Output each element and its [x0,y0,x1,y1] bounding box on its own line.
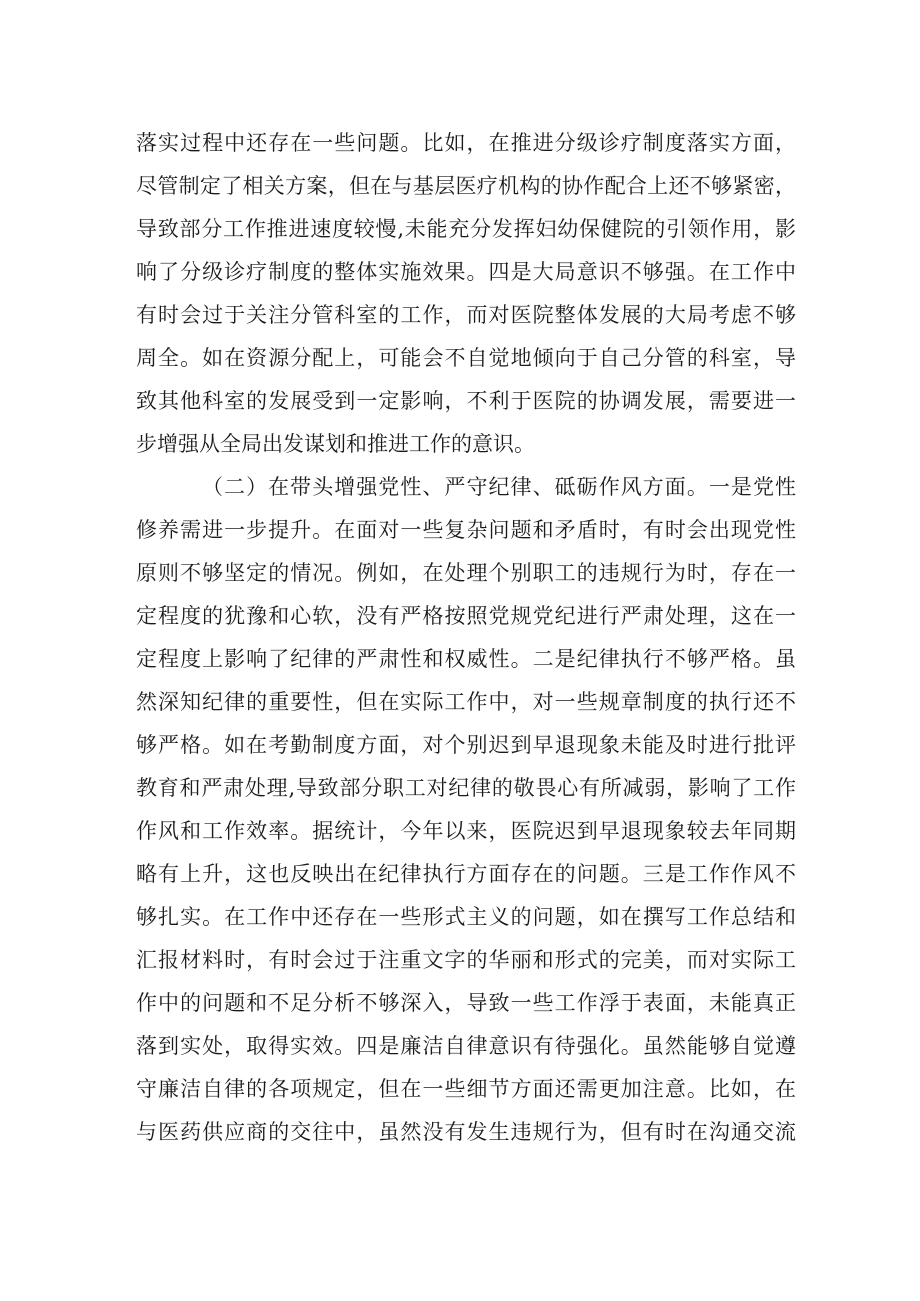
text-line: 守廉洁自律的各项规定，但在一些细节方面还需更加注意。比如，在 [136,1077,796,1101]
text-line: 修养需进一步提升。在面对一些复杂问题和矛盾时，有时会出现党性 [136,518,796,542]
text-line: 作风和工作效率。据统计，今年以来，医院迟到早退现象较去年同期 [136,819,796,843]
text-line: 响了分级诊疗制度的整体实施效果。四是大局意识不够强。在工作中 [136,260,796,284]
text-line: 周全。如在资源分配上，可能会不自觉地倾向于自己分管的科室，导 [136,346,796,370]
text-line: 汇报材料时，有时会过于注重文字的华丽和形式的完美，而对实际工 [136,948,796,972]
text-line: 定程度的犹豫和心软，没有严格按照党规党纪进行严肃处理，这在一 [136,604,796,628]
text-line: 落到实处，取得实效。四是廉洁自律意识有待强化。虽然能够自觉遵 [136,1034,796,1058]
text-line: 教育和严肃处理,导致部分职工对纪律的敬畏心有所减弱，影响了工作 [136,776,796,800]
text-line: 致其他科室的发展受到一定影响，不利于医院的协调发展，需要进一 [136,389,796,413]
text-line: 定程度上影响了纪律的严肃性和权威性。二是纪律执行不够严格。虽 [136,647,796,671]
text-line: 有时会过于关注分管科室的工作，而对医院整体发展的大局考虑不够 [136,303,796,327]
text-line: 原则不够坚定的情况。例如，在处理个别职工的违规行为时，存在一 [136,561,796,585]
text-line: 落实过程中还存在一些问题。比如，在推进分级诊疗制度落实方面， [136,131,796,155]
text-line: 导致部分工作推进速度较慢,未能充分发挥妇幼保健院的引领作用，影 [136,217,796,241]
text-line: 与医药供应商的交往中，虽然没有发生违规行为，但有时在沟通交流 [136,1120,796,1144]
section-heading-line: （二）在带头增强党性、严守纪律、砥砺作风方面。一是党性 [202,475,796,499]
text-line: 略有上升，这也反映出在纪律执行方面存在的问题。三是工作作风不 [136,862,796,886]
text-line: 够严格。如在考勤制度方面，对个别迟到早退现象未能及时进行批评 [136,733,796,757]
text-line: 作中的问题和不足分析不够深入，导致一些工作浮于表面，未能真正 [136,991,796,1015]
text-line: 尽管制定了相关方案，但在与基层医疗机构的协作配合上还不够紧密， [136,174,796,198]
text-line: 然深知纪律的重要性，但在实际工作中，对一些规章制度的执行还不 [136,690,796,714]
text-line: 步增强从全局出发谋划和推进工作的意识。 [136,432,535,456]
text-line: 够扎实。在工作中还存在一些形式主义的问题，如在撰写工作总结和 [136,905,796,929]
